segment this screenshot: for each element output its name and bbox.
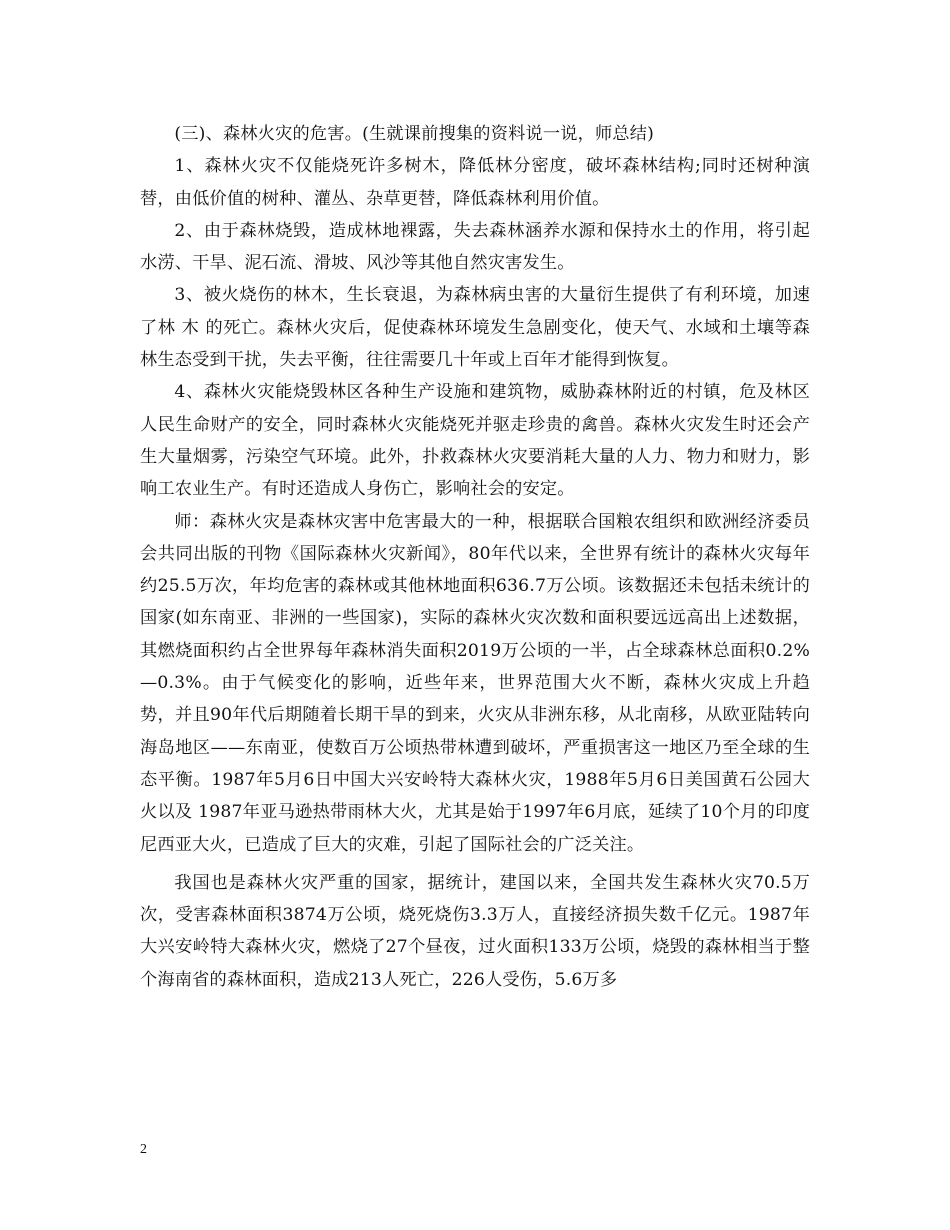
paragraph-teacher-summary: 师：森林火灾是森林灾害中危害最大的一种，根据联合国粮农组织和欧洲经济委员会共同出版的刊物《国际森林火灾新闻》，80年代以来，全世界有统计的森林火灾每年约25.5万次，年均危害的森林或其他林地面积636.7万公顷。该数据还未包括未统计的国家(如东南亚、非洲的一些国家)，实际的森林火灾次数和面积要远远高出上述数据，其燃烧面积约占全世界每年森林消失面积2019万公顷的一半，占全球森林总面积0.2%—0.3%。由于气候变化的影响，近些年来，世界范围大火不断，森林火灾成上升趋势，并且90年代后期随着长期干旱的到来，火灾从非洲东移，从北南移，从欧亚陆转向海岛地区——东南亚，使数百万公顷热带林遭到破坏，严重损害这一地区乃至全球的生态平衡。1987年5月6日中国大兴安岭特大森林火灾，1988年5月6日美国黄石公园大火以及 1987年亚马逊热带雨林大火，尤其是始于1997年6月底，延续了10个月的印度尼西亚大火，已造成了巨大的灾难，引起了国际社会的广泛关注。	[140, 511, 810, 855]
section-heading: (三)、森林火灾的危害。(生就课前搜集的资料说一说，师总结)	[174, 124, 655, 144]
body-text	[140, 118, 810, 996]
paragraph-point-3: 3、被火烧伤的林木，生长衰退，为森林病虫害的大量衍生提供了有利环境，加速了林 木 的死亡。森林火灾后，促使森林环境发生急剧变化，使天气、水域和土壤等森林生态受到干扰，失去平衡，往往需要几十年或上百年才能得到恢复。	[140, 285, 810, 371]
paragraph-point-2: 2、由于森林烧毁，造成林地裸露，失去森林涵养水源和保持水土的作用，将引起水涝、干旱、泥石流、滑坡、风沙等其他自然灾害发生。	[140, 220, 810, 274]
paragraph-china-statistics: 我国也是森林火灾严重的国家，据统计，建国以来，全国共发生森林火灾70.5万次，受害森林面积3874万公顷，烧死烧伤3.3万人，直接经济损失数千亿元。1987年大兴安岭特大森林火灾，燃烧了27个昼夜，过火面积133万公顷，烧毁的森林相当于整个海南省的森林面积，造成213人死亡，226人受伤，5.6万多	[140, 872, 810, 990]
page-number: 2	[140, 1142, 147, 1157]
paragraph-point-4: 4、森林火灾能烧毁林区各种生产设施和建筑物，威胁森林附近的村镇，危及林区人民生命财产的安全，同时森林火灾能烧死并驱走珍贵的禽兽。森林火灾发生时还会产生大量烟雾，污染空气环境。此外，扑救森林火灾要消耗大量的人力、物力和财力，影响工农业生产。有时还造成人身伤亡，影响社会的安定。	[140, 382, 810, 500]
paragraph-point-1: 1、森林火灾不仅能烧死许多树木，降低林分密度，破坏森林结构;同时还树种演替，由低价值的树种、灌丛、杂草更替，降低森林利用价值。	[140, 156, 810, 209]
